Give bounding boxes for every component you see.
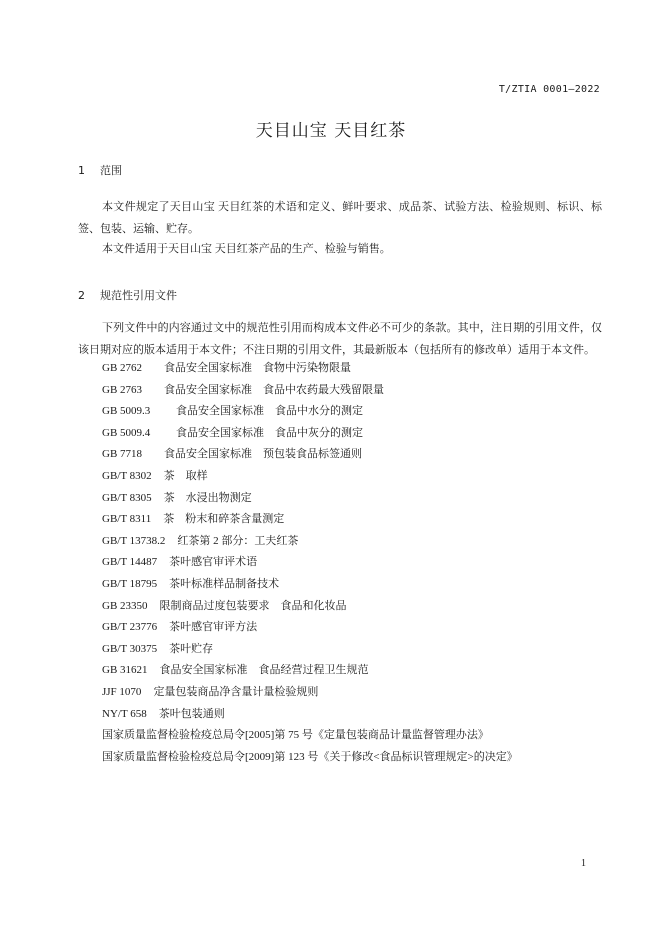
reference-code: GB/T 8305 [102, 491, 152, 504]
reference-item [102, 488, 518, 510]
reference-title: 定量包装商品净含量计量检验规则 [153, 685, 319, 698]
reference-item [102, 747, 518, 769]
page-number: 1 [581, 858, 586, 869]
reference-title: 国家质量监督检验检疫总局令[2009]第 123 号《关于修改<食品标识管理规定>的决定》 [102, 750, 518, 763]
section-number: 2 [78, 289, 85, 302]
scope-paragraph-1: 本文件规定了天目山宝 天目红茶的术语和定义、鲜叶要求、成品茶、试验方法、检验规则、标识、标签、包装、运输、贮存。 [78, 201, 602, 235]
reference-item [102, 444, 518, 466]
reference-code: GB 23350 [102, 599, 148, 612]
reference-title: 茶叶贮存 [169, 642, 214, 655]
reference-item [102, 423, 518, 445]
reference-item [102, 617, 518, 639]
reference-title: 食品安全国家标准 食物中污染物限量 [164, 362, 351, 374]
reference-title: 茶叶包装通则 [158, 707, 225, 720]
reference-title: 茶 取样 [163, 469, 208, 482]
reference-item [102, 574, 518, 596]
reference-title: 茶叶标准样品制备技术 [169, 577, 280, 590]
scope-paragraph-2: 本文件适用于天目山宝 天目红茶产品的生产、检验与销售。 [102, 243, 391, 255]
reference-list [102, 358, 518, 768]
reference-code: GB 5009.3 [102, 405, 151, 418]
section-title: 范围 [100, 164, 122, 177]
section-heading-normative-references [78, 287, 177, 303]
reference-item [102, 358, 518, 380]
reference-item [102, 639, 518, 661]
reference-code: GB 2762 [102, 362, 143, 374]
reference-title: 限制商品过度包装要求 食品和化妆品 [159, 599, 347, 612]
reference-title: 茶 水浸出物测定 [163, 491, 252, 504]
document-code: T/ZTIA 0001—2022 [498, 84, 600, 95]
reference-item [102, 704, 518, 726]
reference-title: 食品安全国家标准 预包装食品标签通则 [164, 448, 362, 461]
reference-title: 国家质量监督检验检疫总局令[2005]第 75 号《定量包装商品计量监督管理办法》 [102, 729, 489, 742]
reference-item [102, 466, 518, 488]
section-title: 规范性引用文件 [100, 289, 177, 302]
reference-item [102, 552, 518, 574]
reference-code: GB 2763 [102, 383, 143, 396]
reference-title: 茶叶感官审评方法 [169, 621, 258, 634]
reference-code: GB 5009.4 [102, 426, 151, 439]
reference-code: GB/T 8302 [102, 469, 152, 482]
reference-code: GB 31621 [102, 664, 148, 677]
reference-code: GB/T 14487 [102, 556, 158, 569]
reference-code: GB/T 13738.2 [102, 534, 166, 547]
reference-item [102, 509, 518, 531]
reference-title: 食品安全国家标准 食品中水分的测定 [176, 405, 363, 418]
reference-item [102, 660, 518, 682]
document-title: 天目山宝 天目红茶 [255, 121, 407, 141]
reference-item [102, 682, 518, 704]
reference-title: 食品安全国家标准 食品中农药最大残留限量 [164, 383, 384, 396]
reference-code: NY/T 658 [102, 707, 147, 720]
reference-item [102, 401, 518, 423]
reference-code: GB/T 30375 [102, 642, 158, 655]
reference-code: GB 7718 [102, 448, 143, 461]
reference-code: GB/T 8311 [102, 513, 152, 526]
section-number: 1 [78, 164, 85, 177]
section-heading-scope [78, 162, 122, 178]
reference-code: GB/T 18795 [102, 577, 158, 590]
reference-item [102, 596, 518, 618]
reference-code: JJF 1070 [102, 685, 142, 698]
reference-code: GB/T 23776 [102, 621, 158, 634]
reference-title: 茶 粉末和碎茶含量测定 [163, 513, 285, 526]
reference-title: 茶叶感官审评术语 [169, 556, 258, 569]
reference-title: 食品安全国家标准 食品经营过程卫生规范 [159, 664, 369, 677]
reference-item [102, 531, 518, 553]
reference-title: 红茶第 2 部分：工夫红茶 [177, 534, 299, 547]
reference-item [102, 725, 518, 747]
references-intro-paragraph: 下列文件中的内容通过文中的规范性引用而构成本文件必不可少的条款。其中，注日期的引用文件，仅该日期对应的版本适用于本文件；不注日期的引用文件，其最新版本（包括所有的修改单）适用于本文件。 [78, 322, 602, 356]
reference-item [102, 380, 518, 402]
reference-title: 食品安全国家标准 食品中灰分的测定 [176, 426, 363, 439]
